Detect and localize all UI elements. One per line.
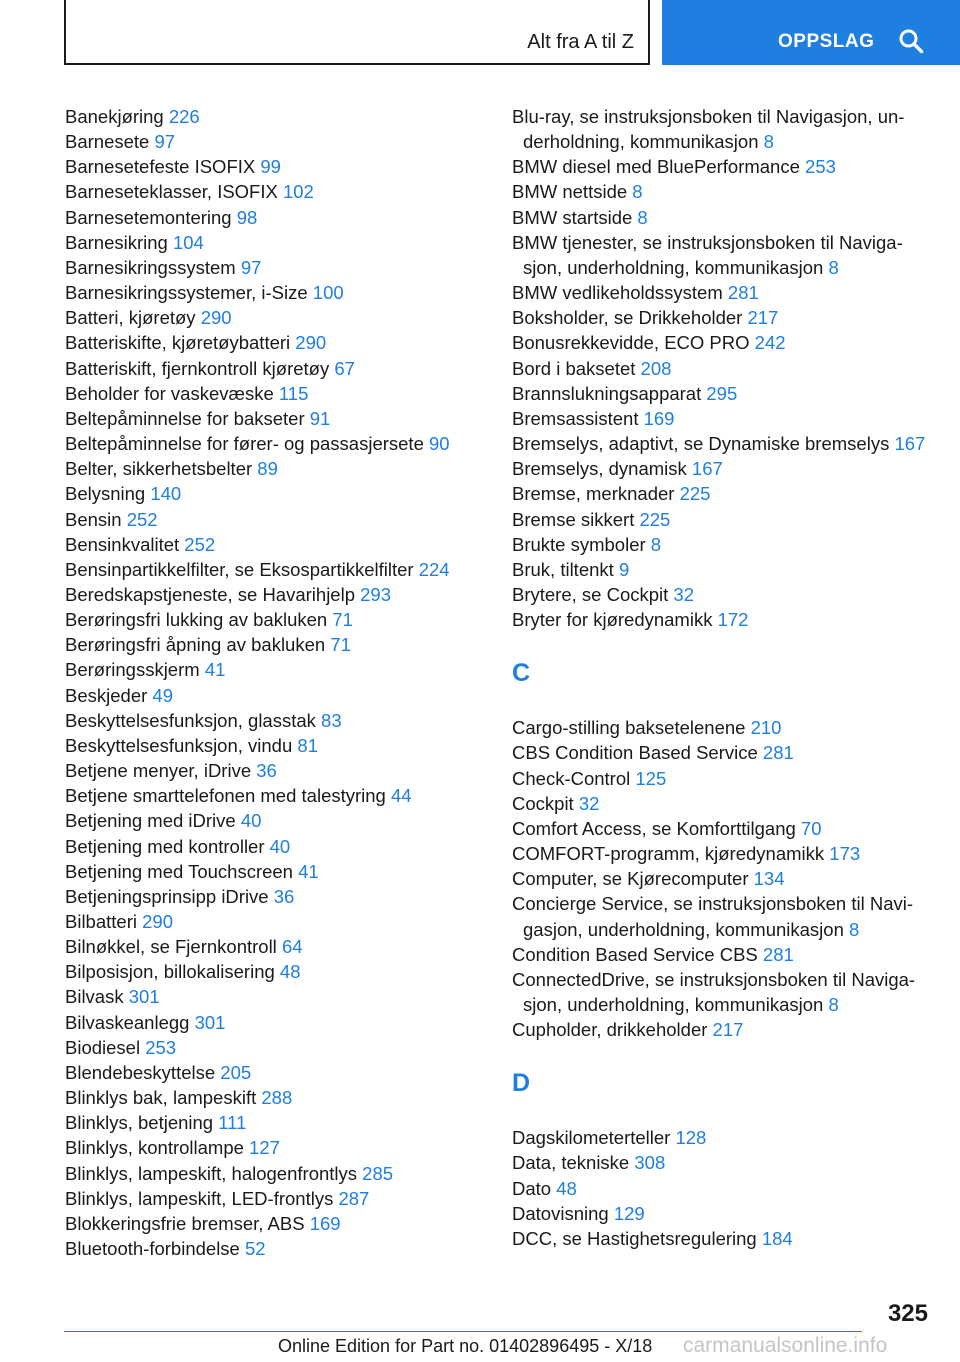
index-entry [512,791,932,816]
letter-heading-d: D [512,1069,531,1098]
index-page-link[interactable]: 208 [640,357,672,379]
index-entry [512,406,932,431]
index-entry [512,766,932,791]
index-page-link[interactable]: 8 [637,206,648,228]
index-entry [512,557,932,582]
index-entry [512,582,932,607]
index-page-link[interactable]: 98 [236,206,258,228]
page-number: 325 [887,1300,928,1327]
index-page-link[interactable]: 81 [297,734,318,756]
index-term: Betjening med iDrive [65,810,236,832]
index-term: BMW startside [512,206,633,228]
edition-text: Online Edition for Part no. 01402896495 - X/18 [278,1336,653,1356]
index-entry [512,205,932,230]
index-entry [65,808,495,833]
index-entry [512,230,932,280]
index-term: Bremse sikkert [512,508,635,530]
index-page-link[interactable]: 125 [635,767,667,789]
index-page-link[interactable]: 91 [309,407,331,429]
index-entry [512,866,932,891]
index-term: COMFORT-programm, kjøredynamikk [512,843,825,865]
index-page-link[interactable]: 71 [332,609,353,631]
index-page-link[interactable]: 8 [650,533,662,555]
index-page-link[interactable]: 295 [706,382,738,404]
index-entry [65,859,495,884]
section-header-box [64,0,650,65]
index-entry [65,1186,495,1211]
oppslag-tab[interactable] [662,0,960,65]
index-entry [512,381,932,406]
index-page-link[interactable]: 184 [761,1227,793,1249]
index-entry [512,507,932,532]
index-page-link[interactable]: 210 [750,717,782,739]
index-entry [65,1085,495,1110]
index-entry [512,280,932,305]
index-page-link[interactable]: 90 [429,433,450,455]
index-entry [65,1135,495,1160]
index-page-link[interactable]: 111 [218,1112,247,1134]
index-entry [65,381,495,406]
index-page-link[interactable]: 167 [691,458,723,480]
index-entry [65,733,495,758]
index-entry [512,456,932,481]
index-page-link[interactable]: 52 [244,1238,266,1260]
index-page-link[interactable]: 100 [312,282,344,304]
index-term: Dagskilometerteller [512,1127,671,1149]
index-entry [512,481,932,506]
index-term: Concierge Service, se instruksjonsboken til Navigasjon, underholdning, kommunikasjon [512,893,914,940]
index-page-link[interactable]: 293 [360,583,392,605]
index-page-link[interactable]: 48 [279,961,301,983]
index-page-link[interactable]: 40 [269,835,291,857]
index-page-link[interactable]: 41 [298,860,319,882]
index-entry [65,1161,495,1186]
index-term: Batteri, kjøretøy [65,307,196,329]
index-term: Betjene menyer, iDrive [65,760,252,782]
index-entry [512,841,932,866]
index-entry [512,891,932,941]
index-term: Brukte symboler [512,533,646,555]
index-entry [65,356,495,381]
index-entry [65,507,495,532]
index-entry [512,1150,932,1175]
index-term: Beskyttelsesfunksjon, vindu [65,734,293,756]
index-group-d [512,1125,932,1251]
watermark: carmanualsonline.info [683,1334,888,1357]
index-page-link[interactable]: 281 [762,943,794,965]
index-page-link[interactable]: 127 [249,1137,280,1159]
index-entry [65,834,495,859]
index-page-link[interactable]: 36 [273,885,295,907]
index-page-link[interactable]: 172 [717,609,749,631]
index-page-link[interactable]: 49 [152,684,173,706]
index-page-link[interactable]: 252 [126,508,158,530]
index-entry [512,154,932,179]
index-term: BMW diesel med BluePerformance [512,156,800,178]
index-entry [512,740,932,765]
index-page-link[interactable]: 8 [849,918,860,940]
index-term: Bonusrekkevidde, ECO PRO [512,332,750,354]
index-entry [65,884,495,909]
index-term: Barnesetemontering [65,206,232,228]
index-page-link[interactable]: 32 [578,792,600,814]
index-page-link[interactable]: 169 [309,1212,341,1234]
index-page-link[interactable]: 8 [632,181,643,203]
index-term: Beltepåminnelse for bakseter [65,407,305,429]
index-entry [65,230,495,255]
index-page-link[interactable]: 205 [220,1061,252,1083]
index-page-link[interactable]: 134 [753,868,785,890]
index-entry [65,255,495,280]
index-page-link[interactable]: 97 [154,131,176,153]
index-page-link[interactable]: 64 [281,936,303,958]
index-entry [512,1176,932,1201]
index-page-link[interactable]: 285 [362,1162,394,1184]
index-page-link[interactable]: 301 [194,1011,226,1033]
index-entry [65,104,495,129]
index-term: Bilvask [65,986,124,1008]
index-term: Bensinkvalitet [65,533,180,555]
index-term: BMW nettside [512,181,628,203]
index-term: Bilbatteri [65,911,137,932]
index-term: Barnesetefeste ISOFIX [65,156,256,178]
index-page-link[interactable]: 225 [679,483,711,505]
index-term: Cupholder, drikkeholder [512,1019,708,1041]
index-entry [65,532,495,557]
index-term: Beskjeder [65,684,148,706]
index-term: Bilposisjon, billokalisering [65,961,275,983]
index-page-link[interactable]: 102 [282,181,314,203]
index-entry [65,984,495,1009]
index-page-link[interactable]: 8 [763,131,774,153]
index-term: Blinklys, lampeskift, LED-frontlys [65,1187,334,1209]
index-entry [65,1060,495,1085]
index-term: Boksholder, se Drikkeholder [512,307,743,329]
index-term: Blinklys, kontrollampe [65,1137,244,1159]
index-term: Barnesikring [65,231,168,253]
index-entry [512,607,932,632]
index-page-link[interactable]: 242 [754,332,786,354]
index-entry [65,1110,495,1135]
index-page-link[interactable]: 290 [295,332,327,354]
index-term: Data, tekniske [512,1152,630,1174]
index-entry [65,431,495,456]
index-term: Batteriskifte, kjøretøybatteri [65,332,291,354]
index-entry [512,532,932,557]
index-entry [65,1035,495,1060]
index-page-link[interactable]: 290 [200,307,232,329]
index-page-link[interactable]: 225 [639,508,671,530]
index-page-link[interactable]: 129 [613,1202,645,1224]
index-term: Betjening med kontroller [65,835,265,857]
index-page-link[interactable]: 169 [643,407,675,429]
index-entry [65,783,495,808]
index-page-link[interactable]: 308 [634,1152,666,1174]
index-term: Beredskapstjeneste, se Havarihjelp [65,583,355,605]
letter-heading-c: C [512,659,531,688]
index-page-link[interactable]: 301 [128,986,160,1008]
index-page-link[interactable]: 41 [204,659,226,681]
index-entry [65,632,495,657]
index-term: Barneseteklasser, ISOFIX [65,181,278,203]
index-page-link[interactable]: 36 [256,760,277,782]
index-term: Dato [512,1177,552,1199]
index-term: CBS Condition Based Service [512,742,758,764]
index-page-link[interactable]: 281 [727,282,759,304]
index-page-link[interactable]: 226 [168,106,200,127]
index-page-link[interactable]: 70 [800,817,822,839]
index-term: Bord i baksetet [512,357,636,379]
index-term: Bryter for kjøredynamikk [512,609,713,631]
index-term: Barnesikringssystemer, i-Size [65,282,308,304]
index-page-link[interactable]: 224 [418,558,450,580]
index-entry [65,657,495,682]
index-term: Blinklys, betjening [65,1112,214,1134]
index-page-link[interactable]: 115 [278,382,309,404]
index-entry [65,934,495,959]
index-page-link[interactable]: 253 [145,1036,177,1058]
index-term: Betjeningsprinsipp iDrive [65,885,269,907]
index-page-link[interactable]: 252 [184,533,216,555]
index-entry [65,129,495,154]
index-entry [65,305,495,330]
index-entry [65,959,495,984]
index-page-link[interactable]: 140 [150,483,182,505]
index-term: Banekjøring [65,106,164,127]
index-term: Betjening med Touchscreen [65,860,293,882]
index-term: Computer, se Kjørecomputer [512,868,749,890]
index-group-c [512,715,932,1042]
index-entry [65,154,495,179]
index-page-link[interactable]: 71 [330,634,351,656]
index-column-left [65,104,495,1261]
index-entry [65,1211,495,1236]
section-title: Alt fra A til Z [527,31,634,53]
index-term: Bremsassistent [512,407,639,429]
index-entry [65,909,495,934]
index-page-link[interactable]: 173 [829,843,861,865]
index-entry [512,1226,932,1251]
index-entry [512,356,932,381]
index-term: Bremselys, adaptivt, se Dynamiske bremselys [512,433,890,455]
index-term: ConnectedDrive, se instruksjonsboken til Navigasjon, underholdning, kommunikasjon [512,968,916,1015]
index-term: DCC, se Hastighetsregulering [512,1227,757,1249]
index-term: Bensinpartikkelfilter, se Eksospartikkelfilter [65,558,414,580]
index-term: Beltepåminnelse for fører- og passasjersete [65,433,424,455]
index-page-link[interactable]: 32 [673,583,694,605]
index-entry [512,330,932,355]
index-entry [512,942,932,967]
index-page-link[interactable]: 89 [257,458,278,480]
index-entry [512,179,932,204]
index-page-link[interactable]: 287 [338,1187,370,1209]
index-term: Blendebeskyttelse [65,1061,216,1083]
index-term: Berøringsfri åpning av bakluken [65,634,326,656]
oppslag-tab-label: OPPSLAG [778,31,875,52]
index-page-link[interactable]: 217 [747,307,779,329]
index-entry [512,104,932,154]
index-page-link[interactable]: 128 [675,1127,707,1149]
index-column-right [512,104,932,1251]
index-term: Blinklys bak, lampeskift [65,1087,257,1109]
index-term: Betjene smarttelefonen med talestyring [65,785,386,807]
index-entry [65,708,495,733]
index-entry [65,280,495,305]
index-term: Biodiesel [65,1036,141,1058]
index-entry [65,456,495,481]
index-term: Bilvaskeanlegg [65,1011,190,1033]
index-term: Beholder for vaskevæske [65,382,274,404]
index-page-link[interactable]: 281 [762,742,794,764]
index-entry [512,967,932,1017]
index-page-link[interactable]: 104 [172,231,204,253]
index-entry [65,683,495,708]
index-term: Belter, sikkerhetsbelter [65,458,253,480]
index-term: Belysning [65,483,146,505]
index-page-link[interactable]: 8 [828,994,839,1015]
index-page-link[interactable]: 83 [321,709,342,731]
index-term: Bremse, merknader [512,483,675,505]
index-term: Brannslukningsapparat [512,382,702,404]
index-page-link[interactable]: 253 [805,156,836,178]
index-entry [65,582,495,607]
index-page-link[interactable]: 167 [894,433,926,455]
index-term: Berøringsfri lukking av bakluken [65,609,328,631]
index-term: Comfort Access, se Komforttilgang [512,817,796,839]
index-entry [65,758,495,783]
index-entry [512,1201,932,1226]
index-term: Blu-ray, se instruksjonsboken til Navigasjon, underholdning, kommunikasjon [512,106,905,153]
footer-divider [64,1331,862,1332]
index-entry [65,205,495,230]
index-entry [512,1017,932,1042]
search-icon[interactable] [898,28,924,54]
index-page-link[interactable]: 290 [142,911,173,932]
index-entry [65,557,495,582]
index-term: Condition Based Service CBS [512,943,758,965]
index-term: Berøringsskjerm [65,659,200,681]
index-page-link[interactable]: 288 [261,1087,293,1109]
index-term: Barnesete [65,131,150,153]
index-page-link[interactable]: 8 [828,256,839,278]
index-term: Cockpit [512,792,574,814]
index-term: Batteriskift, fjernkontroll kjøretøy [65,357,330,379]
index-entry [512,715,932,740]
index-entry [512,305,932,330]
index-term: BMW vedlikeholdssystem [512,282,723,304]
index-page-link[interactable]: 97 [240,256,262,278]
index-page-link[interactable]: 9 [618,558,630,580]
index-term: Bluetooth-forbindelse [65,1238,240,1260]
index-entry [512,816,932,841]
index-term: Blinklys, lampeskift, halogenfrontlys [65,1162,358,1184]
index-group-b [512,104,932,632]
index-entry [65,1236,495,1261]
index-page-link[interactable]: 48 [556,1177,577,1199]
index-term: BMW tjenester, se instruksjonsboken til Navigasjon, underholdning, kommunikasjon [512,231,903,278]
index-entry [512,1125,932,1150]
index-entry [65,330,495,355]
index-entry [65,406,495,431]
index-term: Blokkeringsfrie bremser, ABS [65,1212,305,1234]
index-entry [65,179,495,204]
index-entry [65,607,495,632]
index-term: Bruk, tiltenkt [512,558,614,580]
index-term: Cargo-stilling baksetelenene [512,717,746,739]
index-term: Bremselys, dynamisk [512,458,687,480]
index-term: Bilnøkkel, se Fjernkontroll [65,936,277,958]
index-page-link[interactable]: 40 [240,810,262,832]
index-page-link[interactable]: 44 [390,785,412,807]
index-page-link[interactable]: 67 [334,357,355,379]
index-page-link[interactable]: 99 [260,156,281,178]
index-term: Brytere, se Cockpit [512,583,669,605]
index-term: Beskyttelsesfunksjon, glasstak [65,709,316,731]
index-term: Barnesikringssystem [65,256,236,278]
index-entry [65,481,495,506]
index-term: Check-Control [512,767,631,789]
index-term: Bensin [65,508,122,530]
index-entry [512,431,932,456]
index-page-link[interactable]: 217 [712,1019,744,1041]
index-term: Datovisning [512,1202,609,1224]
index-entry [65,1010,495,1035]
